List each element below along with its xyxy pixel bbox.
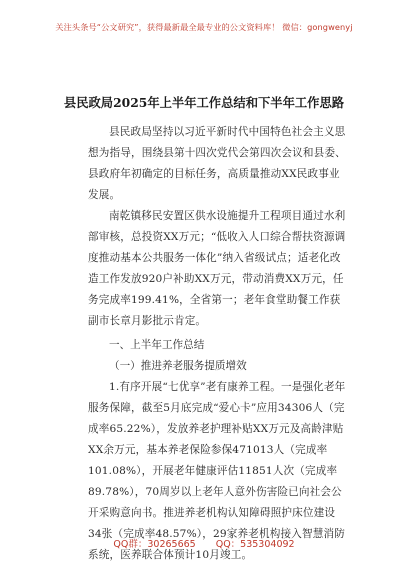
qq-contact-link[interactable]: QQ：535304092 xyxy=(215,539,295,550)
qq-group-link[interactable]: QQ群：30265665 xyxy=(113,539,196,550)
section-heading: 一、上半年工作总结 xyxy=(109,339,205,351)
promo-banner: 关注头条号“公文研究”，获得最新最全最专业的公文资料库！ 微信：gongwenyj xyxy=(55,22,353,32)
item-paragraph: 1.有序开展“七优享”老有康养工程。一是强化老年服务保障，截至5月底完成“爱心卡”应用34306人（完成率65.22%），发放养老护理补贴XX万元及高龄津贴XX余万元，基本养老保险参保471013人（完成率101.08%），开展老年健康评估11851人次（完成率89.78%），70周岁以上老年人意外伤害险已向社会公开采购意向书。推进养老机构认知障碍照护床位建设34张（完成率48.57%），29家养老机构接入智慧消防系统，医养联合体预计10月竣工。 xyxy=(88,381,346,561)
intro-paragraph: 县民政局坚持以习近平新时代中国特色社会主义思想为指导，围绕县第十四次党代会第四次会议和县委、县政府年初确定的目标任务，高质量推动XX民政事业发展。 xyxy=(88,126,346,201)
highlights-paragraph: 南乾镇移民安置区供水设施提升工程项目通过水利部审核，总投资XX万元；“低收入人口综合帮扶资源调度推动基本公共服务一体化”纳入省级试点；适老化改造工作发放920户补助XX万元，带动消费XX万元，任务完成率199.41%，全省第一；老年食堂助餐工作获副市长章月影批示肯定。 xyxy=(88,210,346,327)
contact-footer xyxy=(0,536,408,550)
document-body xyxy=(88,122,346,566)
subsection-heading: （一）推进养老服务提质增效 xyxy=(109,360,247,372)
document-title: 县民政局2025年上半年工作总结和下半年工作思路 xyxy=(63,95,345,110)
